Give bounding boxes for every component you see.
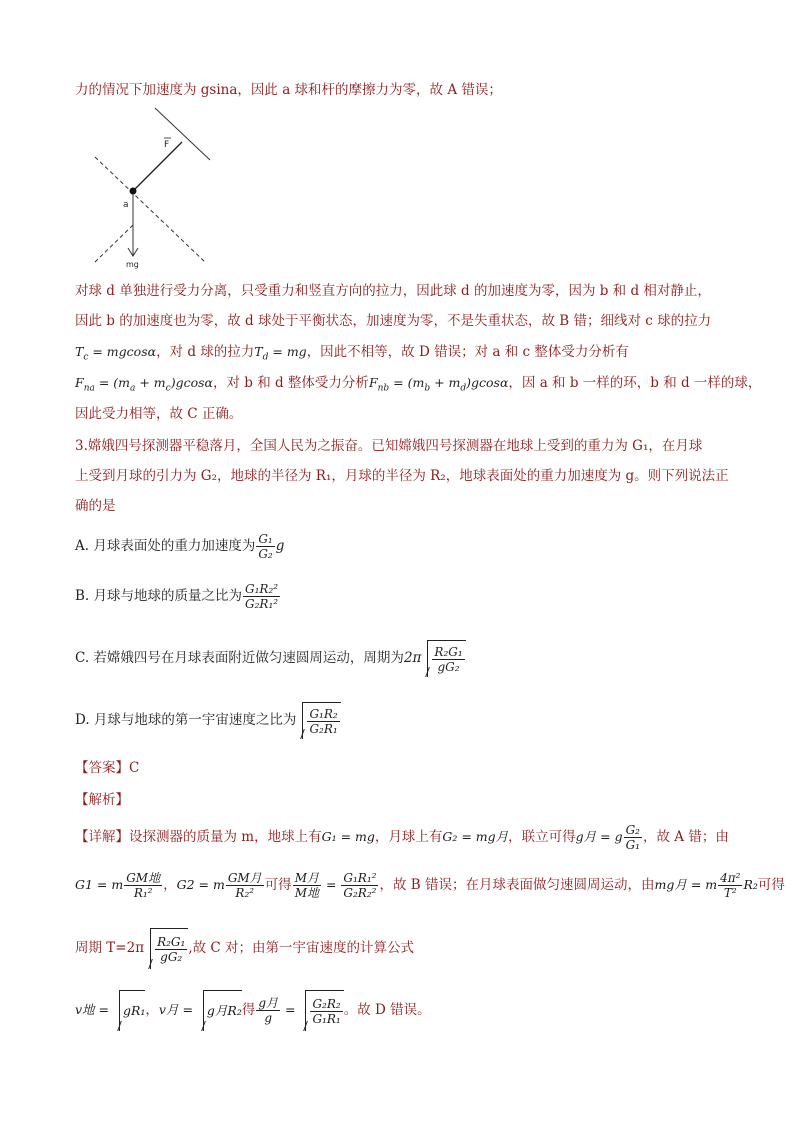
- detail-line: 【详解】设探测器的质量为 m，地球上有G₁ = mg，月球上有G₂ = mg月，联立可得g月 = g $\frac{\text{G₂}}{\text{G₁}}$ ，故 A 错；由: [75, 823, 729, 852]
- answer: 【答案】C: [75, 760, 140, 776]
- detail-line: v地 = gR₁，v月 = g月R₂得 $\frac{\text{g月}}{g}$ = $\frac{\text{G₂R₂}}{\text{G₁R₁}}$ 。故 D 错误。: [75, 990, 431, 1031]
- detail-line: 周期 T=2π $\frac{\text{R₂G₁}}{\text{gG₂}}$ ,故 C 对；由第一宇宙速度的计算公式: [75, 928, 414, 969]
- option-a: A. 月球表面处的重力加速度为 $\frac{\text{G₁}}{\text{G₂}}$ g: [75, 532, 285, 561]
- option-b: B. 月球与地球的质量之比为 $\frac{\text{G₁R₂²}}{\text{G₂R₁²}}$: [75, 582, 279, 611]
- question-line: 3.嫦娥四号探测器平稳落月，全国人民为之振奋。已知嫦娥四号探测器在地球上受到的重力为 G₁，在月球: [75, 438, 703, 454]
- analysis-heading: 【解析】: [75, 792, 129, 808]
- text-line: 因此受力相等，故 C 正确。: [75, 406, 243, 422]
- text-line: 对球 d 单独进行受力分离，只受重力和竖直方向的拉力，因此球 d 的加速度为零，因为 b 和 d 相对静止，: [75, 283, 711, 299]
- label-F: F: [164, 140, 170, 150]
- option-c: C. 若嫦娥四号在月球表面附近做匀速圆周运动，周期为2π $\frac{\text{R₂G₁}}{\text{gG₂}}$: [75, 640, 466, 677]
- force-diagram: [85, 105, 220, 270]
- label-a: a: [123, 200, 129, 210]
- label-mg: mg: [126, 260, 139, 269]
- text-line: $F_{na} = (m_a + m_c)gcos\alpha$，对 b 和 d 整体受力分析$F_{nb} = (m_b + m_d)gcos\alpha$，因 a 和 b 一样的环，b 和 d 一样的球，: [75, 375, 762, 394]
- option-d: D. 月球与地球的第一宇宙速度之比为 $\frac{\text{G₁R₂}}{\text{G₂R₁}}$: [75, 702, 341, 739]
- question-line: 确的是: [75, 498, 116, 514]
- text-line: 力的情况下加速度为 gsina，因此 a 球和杆的摩擦力为零，故 A 错误；: [75, 82, 502, 98]
- text-line: $T_c = mgcos\alpha$，对 d 球的拉力$T_d$ = mg，因此不相等，故 D 错误；对 a 和 c 整体受力分析有: [75, 344, 629, 363]
- text-line: 因此 b 的加速度也为零，故 d 球处于平衡状态，加速度为零，不是失重状态，故 B 错；细线对 c 球的拉力: [75, 313, 712, 329]
- detail-line: G1 = m $\frac{\text{GM地}}{\text{R₁²}}$ ，G2 = m $\frac{\text{GM月}}{\text{R₂²}}$ 可得 $\frac{\text{M月}}{\text{M地}}$ = $\frac{\text{G₁R₁²}}{\text{G₂R₂²}}$ ，故 B 错误；在月球表面做匀速圆周运动，由mg月 = m $\frac{\text{4π²}}{\text{T²}}$ R₂可得: [75, 871, 785, 900]
- question-line: 上受到月球的引力为 G₂，地球的半径为 R₁，月球的半径为 R₂，地球表面处的重力加速度为 g。则下列说法正: [75, 468, 729, 484]
